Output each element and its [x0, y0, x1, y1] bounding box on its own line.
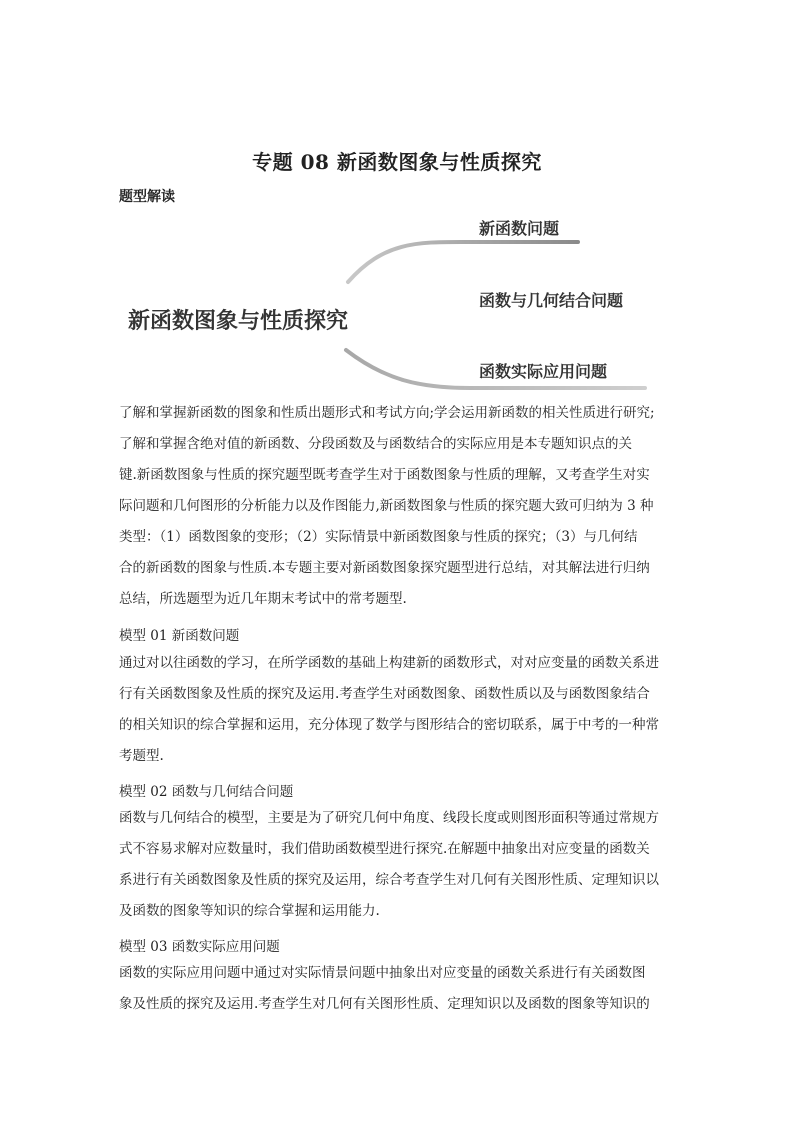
paragraph-line: 了解和掌握含绝对值的新函数、分段函数及与函数结合的实际应用是本专题知识点的关 — [119, 436, 632, 452]
model-01-paragraph — [119, 648, 679, 772]
paragraph-line: 类型：（1）函数图象的变形；（2）实际情景中新函数图象与性质的探究；（3）与几何结 — [119, 529, 638, 545]
paragraph-line: 考题型. — [119, 748, 164, 764]
paragraph-line: 总结，所选题型为近几年期末考试中的常考题型. — [119, 591, 407, 607]
paragraph-line: 合的新函数的图象与性质.本专题主要对新函数图象探究题型进行总结，对其解法进行归纳 — [119, 560, 650, 576]
paragraph-line: 际问题和几何图形的分析能力以及作图能力,新函数图象与性质的探究题大致可归纳为 3 种 — [119, 498, 654, 514]
paragraph-line: 函数与几何结合的模型，主要是为了研究几何中角度、线段长度或则图形面积等通过常规方 — [119, 810, 659, 826]
paragraph-line: 及函数的图象等知识的综合掌握和运用能力. — [119, 903, 380, 919]
paragraph-line: 的相关知识的综合掌握和运用，充分体现了数学与图形结合的密切联系，属于中考的一种常 — [119, 717, 659, 733]
paragraph-line: 系进行有关函数图象及性质的探究及运用，综合考查学生对几何有关图形性质、定理知识以 — [119, 872, 659, 888]
model-02-heading: 模型 02 函数与几何结合问题 — [119, 784, 294, 800]
model-03-heading: 模型 03 函数实际应用问题 — [119, 939, 280, 955]
model-03-paragraph — [119, 958, 679, 1020]
paragraph-line: 行有关函数图象及性质的探究及运用.考查学生对函数图象、函数性质以及与函数图象结合 — [119, 686, 650, 702]
mindmap-root-label: 新函数图象与性质探究 — [128, 309, 349, 334]
paragraph-line: 通过对以往函数的学习，在所学函数的基础上构建新的函数形式，对对应变量的函数关系进 — [119, 655, 659, 671]
paragraph-line: 函数的实际应用问题中通过对实际情景问题中抽象出对应变量的函数关系进行有关函数图 — [119, 965, 646, 981]
model-01-heading: 模型 01 新函数问题 — [119, 628, 240, 644]
model-02-paragraph — [119, 803, 679, 927]
section-heading: 题型解读 — [119, 189, 175, 205]
mindmap-branch-function-geometry: 函数与几何结合问题 — [479, 291, 624, 310]
intro-paragraph — [119, 398, 679, 615]
paragraph-line: 象及性质的探究及运用.考查学生对几何有关图形性质、定理知识以及函数的图象等知识的 — [119, 996, 650, 1012]
paragraph-line: 式不容易求解对应数量时，我们借助函数模型进行探究.在解题中抽象出对应变量的函数关 — [119, 841, 650, 857]
mindmap-connector-top — [348, 242, 578, 282]
mindmap-branch-function-application: 函数实际应用问题 — [479, 362, 608, 381]
paragraph-line: 了解和掌握新函数的图象和性质出题形式和考试方向;学会运用新函数的相关性质进行研究; — [119, 405, 655, 421]
paragraph-line: 键.新函数图象与性质的探究题型既考查学生对于函数图象与性质的理解，又考查学生对实 — [119, 467, 650, 483]
page-title: 专题 08 新函数图象与性质探究 — [252, 150, 542, 174]
mindmap-branch-new-function: 新函数问题 — [479, 219, 560, 238]
